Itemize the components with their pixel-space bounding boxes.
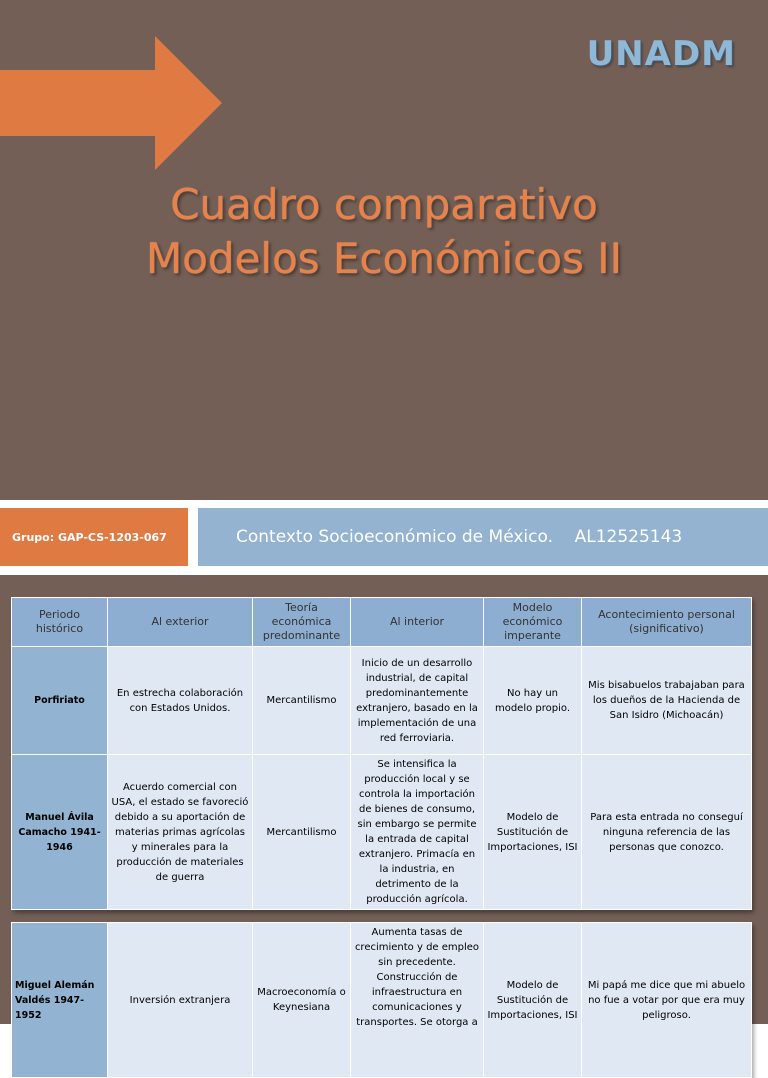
title-line-1: Cuadro comparativo — [170, 180, 598, 229]
unadm-logo: UNADM — [586, 34, 736, 74]
teoria-cell: Mercantilismo — [253, 755, 351, 910]
modelo-cell: Modelo de Sustitución de Importaciones, ISI — [484, 923, 582, 1078]
interior-cell: Inicio de un desarrollo industrial, de capital predominantemente extranjero, basado en la implementación de una red ferroviaria. — [351, 647, 484, 755]
slide-title — [0, 178, 768, 286]
table-row — [12, 647, 752, 755]
comparison-table-continued — [11, 922, 751, 1078]
header-cell: Al exterior — [108, 598, 253, 647]
exterior-cell: Acuerdo comercial con USA, el estado se favoreció debido a su aportación de materias primas agrícolas y minerales para la producción de materiales de guerra — [108, 755, 253, 910]
exterior-cell: En estrecha colaboración con Estados Unidos. — [108, 647, 253, 755]
personal-cell: Para esta entrada no conseguí ninguna referencia de las personas que conozco. — [582, 755, 752, 910]
period-cell: Miguel Alemán Valdés 1947-1952 — [12, 923, 108, 1078]
table-header-row — [12, 598, 752, 647]
period-cell: Porfiriato — [12, 647, 108, 755]
interior-cell: Se intensifica la producción local y se controla la importación de bienes de consumo, sin embargo se permite la entrada de capital extranjero. Primacía en la industria, en detrimento de la producción agrícola. — [351, 755, 484, 910]
modelo-cell: Modelo de Sustitución de Importaciones, ISI — [484, 755, 582, 910]
table-row — [12, 923, 752, 1078]
header-cell: Modelo económico imperante — [484, 598, 582, 647]
arrow-right-icon — [0, 36, 224, 170]
exterior-cell: Inversión extranjera — [108, 923, 253, 1078]
header-cell: Al interior — [351, 598, 484, 647]
personal-cell: Mis bisabuelos trabajaban para los dueños de la Hacienda de San Isidro (Michoacán) — [582, 647, 752, 755]
personal-cell: Mi papá me dice que mi abuelo no fue a votar por que era muy peligroso. — [582, 923, 752, 1078]
interior-cell: Aumenta tasas de crecimiento y de empleo sin precedente. Construcción de infraestructura en comunicaciones y transportes. Se otorga a — [351, 923, 484, 1078]
header-cell: Periodo histórico — [12, 598, 108, 647]
title-slide — [0, 0, 768, 500]
modelo-cell: No hay un modelo propio. — [484, 647, 582, 755]
header-cell: Acontecimiento personal (significativo) — [582, 598, 752, 647]
comparison-table — [11, 597, 751, 910]
period-cell: Manuel Ávila Camacho 1941-1946 — [12, 755, 108, 910]
teoria-cell: Mercantilismo — [253, 647, 351, 755]
teoria-cell: Macroeconomía o Keynesiana — [253, 923, 351, 1078]
group-label: Grupo: GAP-CS-1203-067 — [0, 508, 188, 566]
context-label: Contexto Socioeconómico de México. AL12525143 — [198, 508, 768, 566]
title-line-2: Modelos Económicos II — [145, 234, 623, 283]
table-slide — [0, 575, 768, 1028]
header-cell: Teoría económica predominante — [253, 598, 351, 647]
table-row — [12, 755, 752, 910]
